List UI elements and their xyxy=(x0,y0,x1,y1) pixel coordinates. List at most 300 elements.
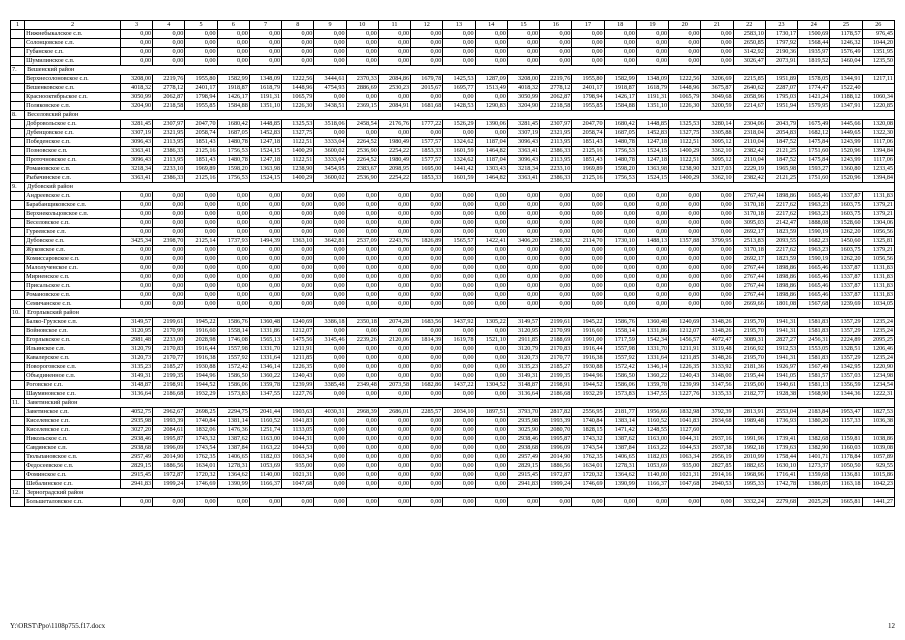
value-cell: 2047,70 xyxy=(185,120,217,129)
value-cell: 2243,76 xyxy=(378,237,410,246)
value-cell: 2940,53 xyxy=(701,480,733,489)
value-cell: 1131,83 xyxy=(862,273,894,282)
value-cell: 1996,09 xyxy=(153,444,185,453)
value-cell: 1247,18 xyxy=(249,156,281,165)
table-row xyxy=(11,345,895,354)
value-cell: 1683,56 xyxy=(411,318,443,327)
value-cell: 0,00 xyxy=(475,363,507,372)
value-cell: 0,00 xyxy=(411,363,443,372)
value-cell: 1720,32 xyxy=(572,471,604,480)
value-cell: 0,00 xyxy=(411,219,443,228)
value-cell: 0,00 xyxy=(604,255,636,264)
value-cell: 1021,31 xyxy=(282,471,314,480)
value-cell: 1903,63 xyxy=(282,408,314,417)
value-cell: 0,00 xyxy=(249,48,281,57)
value-cell: 1222,56 xyxy=(669,75,701,84)
value-cell: 2386,33 xyxy=(153,174,185,183)
value-cell: 0,00 xyxy=(282,300,314,309)
value-cell: 0,00 xyxy=(282,246,314,255)
value-cell: 0,00 xyxy=(378,390,410,399)
value-cell: 0,00 xyxy=(572,255,604,264)
value-cell: 1851,43 xyxy=(185,156,217,165)
value-cell: 0,00 xyxy=(346,345,378,354)
value-cell: 1916,60 xyxy=(572,327,604,336)
value-cell: 2120,06 xyxy=(378,336,410,345)
value-cell: 1521,10 xyxy=(475,336,507,345)
value-cell: 1400,29 xyxy=(282,174,314,183)
value-cell: 0,00 xyxy=(314,453,346,462)
value-cell: 1720,32 xyxy=(185,471,217,480)
value-cell: 1220,85 xyxy=(862,102,894,111)
value-cell: 2224,89 xyxy=(830,336,862,345)
value-cell: 3305,88 xyxy=(701,129,733,138)
value-cell: 0,00 xyxy=(314,201,346,210)
value-cell: 1558,14 xyxy=(217,327,249,336)
row-number-cell xyxy=(11,381,25,390)
value-cell: 1182,03 xyxy=(636,453,668,462)
value-cell: 0,00 xyxy=(282,291,314,300)
value-cell: 1798,94 xyxy=(572,93,604,102)
value-cell: 0,00 xyxy=(411,192,443,201)
value-cell: 0,00 xyxy=(443,228,475,237)
value-cell: 1945,22 xyxy=(572,318,604,327)
value-cell: 1428,53 xyxy=(443,102,475,111)
value-cell: 0,00 xyxy=(572,48,604,57)
value-cell: 1756,53 xyxy=(217,147,249,156)
value-cell: 0,00 xyxy=(411,354,443,363)
value-cell: 0,00 xyxy=(249,498,281,507)
value-cell: 0,00 xyxy=(378,426,410,435)
value-cell: 0,00 xyxy=(249,219,281,228)
value-cell: 0,00 xyxy=(153,39,185,48)
settlement-name-cell: Заветинский район xyxy=(25,399,895,408)
value-cell: 1344,36 xyxy=(830,390,862,399)
value-cell: 4 xyxy=(153,21,185,30)
value-cell: 0,00 xyxy=(507,282,539,291)
value-cell: 1363,98 xyxy=(636,165,668,174)
value-cell: 1360,80 xyxy=(830,165,862,174)
value-cell: 1117,06 xyxy=(862,138,894,147)
value-cell: 0,00 xyxy=(314,462,346,471)
value-cell: 2190,36 xyxy=(765,48,797,57)
value-cell: 0,00 xyxy=(378,210,410,219)
value-cell: 0,00 xyxy=(185,246,217,255)
value-cell: 1235,24 xyxy=(862,318,894,327)
value-cell: 1178,57 xyxy=(830,30,862,39)
value-cell: 1581,83 xyxy=(798,354,830,363)
value-cell: 1178,84 xyxy=(830,453,862,462)
value-cell: 0,00 xyxy=(636,264,668,273)
value-cell: 2229,19 xyxy=(733,165,765,174)
value-cell: 1590,19 xyxy=(798,255,830,264)
row-number-cell xyxy=(11,453,25,462)
district-heading-row xyxy=(11,309,895,318)
district-heading-row xyxy=(11,66,895,75)
value-cell: 2458,54 xyxy=(346,120,378,129)
value-cell: 0,00 xyxy=(443,39,475,48)
value-cell: 1991,96 xyxy=(733,435,765,444)
value-cell: 1740,84 xyxy=(185,417,217,426)
value-cell: 0,00 xyxy=(378,462,410,471)
value-cell: 1584,88 xyxy=(604,102,636,111)
value-cell: 0,00 xyxy=(346,255,378,264)
value-cell: 0,00 xyxy=(378,480,410,489)
row-number-cell xyxy=(11,372,25,381)
value-cell: 0,00 xyxy=(282,30,314,39)
value-cell: 6 xyxy=(217,21,249,30)
value-cell: 1449,65 xyxy=(830,129,862,138)
value-cell: 0,00 xyxy=(572,219,604,228)
value-cell: 0,00 xyxy=(572,201,604,210)
value-cell: 1969,89 xyxy=(185,165,217,174)
table-row xyxy=(11,444,895,453)
value-cell: 0,00 xyxy=(185,255,217,264)
value-cell: 2304,06 xyxy=(733,120,765,129)
value-cell: 1941,05 xyxy=(765,372,797,381)
value-cell: 2294,75 xyxy=(217,408,249,417)
value-cell: 0,00 xyxy=(120,264,152,273)
value-cell: 0,00 xyxy=(314,498,346,507)
row-number-cell xyxy=(11,228,25,237)
value-cell: 1601,59 xyxy=(443,174,475,183)
value-cell: 3149,57 xyxy=(120,318,152,327)
value-cell: 1262,20 xyxy=(830,228,862,237)
value-cell: 1797,92 xyxy=(765,39,797,48)
value-cell: 0,00 xyxy=(669,210,701,219)
value-cell: 0,00 xyxy=(669,219,701,228)
value-cell: 0,00 xyxy=(572,300,604,309)
value-cell: 2199,35 xyxy=(540,372,572,381)
row-number-cell xyxy=(11,300,25,309)
value-cell: 0,00 xyxy=(153,282,185,291)
value-cell: 0,00 xyxy=(346,363,378,372)
row-number-cell xyxy=(11,264,25,273)
value-cell: 0,00 xyxy=(540,246,572,255)
value-cell: 0,00 xyxy=(314,282,346,291)
value-cell: 3170,18 xyxy=(733,210,765,219)
value-cell: 2170,77 xyxy=(153,354,185,363)
value-cell: 2957,49 xyxy=(507,453,539,462)
value-cell: 1679,78 xyxy=(411,75,443,84)
value-cell: 3096,43 xyxy=(120,138,152,147)
value-cell: 1131,83 xyxy=(862,192,894,201)
value-cell: 1795,03 xyxy=(765,93,797,102)
value-cell: 1357,29 xyxy=(830,354,862,363)
value-cell: 0,00 xyxy=(314,129,346,138)
value-cell: 1039,08 xyxy=(862,444,894,453)
value-cell: 0,00 xyxy=(636,273,668,282)
value-cell: 2195,00 xyxy=(733,381,765,390)
value-cell: 1928,38 xyxy=(765,390,797,399)
value-cell: 1955,85 xyxy=(572,102,604,111)
value-cell: 1847,52 xyxy=(765,138,797,147)
value-cell: 1364,62 xyxy=(604,471,636,480)
settlement-name-cell: Нижнебыкалское с.п. xyxy=(25,30,121,39)
value-cell: 0,00 xyxy=(378,264,410,273)
value-cell: 0,00 xyxy=(507,228,539,237)
value-cell: 0,00 xyxy=(411,345,443,354)
table-row xyxy=(11,201,895,210)
settlement-name-cell: Ильинское с.п. xyxy=(25,345,121,354)
value-cell: 1751,60 xyxy=(798,174,830,183)
value-cell: 0,00 xyxy=(153,228,185,237)
value-cell: 2183,84 xyxy=(798,408,830,417)
district-heading-row xyxy=(11,399,895,408)
table-row xyxy=(11,435,895,444)
value-cell: 0,00 xyxy=(378,372,410,381)
row-number-cell xyxy=(11,156,25,165)
district-heading-row xyxy=(11,489,895,498)
settlement-name-cell: Веселовский район xyxy=(25,111,895,120)
value-cell: 1999,24 xyxy=(153,480,185,489)
value-cell: 0,00 xyxy=(475,327,507,336)
value-cell: 0,00 xyxy=(701,210,733,219)
value-cell: 1441,27 xyxy=(862,498,894,507)
value-cell: 1557,98 xyxy=(604,345,636,354)
value-cell: 2386,32 xyxy=(540,237,572,246)
value-cell: 1762,35 xyxy=(572,453,604,462)
value-cell: 935,00 xyxy=(669,462,701,471)
value-cell: 23 xyxy=(765,21,797,30)
table-row xyxy=(11,480,895,489)
value-cell: 1160,52 xyxy=(636,417,668,426)
value-cell: 3095,12 xyxy=(701,138,733,147)
value-cell: 0,00 xyxy=(411,417,443,426)
value-cell: 0,00 xyxy=(572,210,604,219)
value-cell: 0,00 xyxy=(411,462,443,471)
value-cell: 0,00 xyxy=(153,48,185,57)
row-number-cell: 12. xyxy=(11,489,25,498)
value-cell: 1247,18 xyxy=(249,138,281,147)
value-cell: 1557,92 xyxy=(604,354,636,363)
value-cell: 0,00 xyxy=(346,417,378,426)
value-cell: 1851,43 xyxy=(572,156,604,165)
value-cell: 0,00 xyxy=(669,39,701,48)
value-cell: 1044,53 xyxy=(282,444,314,453)
value-cell: 1573,83 xyxy=(604,390,636,399)
value-cell: 1325,53 xyxy=(669,120,701,129)
value-cell: 1057,89 xyxy=(862,453,894,462)
value-cell: 0,00 xyxy=(411,48,443,57)
value-cell: 0,00 xyxy=(217,282,249,291)
value-cell: 0,00 xyxy=(475,453,507,462)
value-cell: 0,00 xyxy=(443,453,475,462)
value-cell: 1593,27 xyxy=(798,165,830,174)
value-cell: 1166,37 xyxy=(636,480,668,489)
value-cell: 0,00 xyxy=(378,291,410,300)
value-cell: 0,00 xyxy=(475,372,507,381)
value-cell: 0,00 xyxy=(378,39,410,48)
value-cell: 2350,18 xyxy=(346,318,378,327)
value-cell: 0,00 xyxy=(249,30,281,39)
value-cell xyxy=(765,426,797,435)
value-cell: 1740,84 xyxy=(572,417,604,426)
table-row xyxy=(11,381,895,390)
value-cell: 0,00 xyxy=(475,264,507,273)
value-cell: 0,00 xyxy=(282,210,314,219)
value-cell: 1932,29 xyxy=(185,390,217,399)
value-cell: 1234,54 xyxy=(862,381,894,390)
table-row xyxy=(11,30,895,39)
settlement-name-cell: Киселевское с.п. xyxy=(25,417,121,426)
value-cell: 1995,33 xyxy=(733,480,765,489)
value-cell: 0,00 xyxy=(282,39,314,48)
value-cell: 0,00 xyxy=(636,201,668,210)
value-cell: 0,00 xyxy=(604,210,636,219)
value-cell: 1567,49 xyxy=(798,363,830,372)
value-cell: 1131,83 xyxy=(862,291,894,300)
value-cell: 0,00 xyxy=(540,273,572,282)
value-cell: 0,00 xyxy=(120,219,152,228)
value-cell: 1756,53 xyxy=(217,174,249,183)
value-cell: 1944,52 xyxy=(572,381,604,390)
value-cell: 3333,04 xyxy=(314,138,346,147)
value-cell: 1601,59 xyxy=(443,147,475,156)
value-cell: 1995,87 xyxy=(540,435,572,444)
value-cell: 2650,85 xyxy=(733,39,765,48)
table-row xyxy=(11,273,895,282)
value-cell: 2686,01 xyxy=(378,408,410,417)
value-cell: 1898,86 xyxy=(765,264,797,273)
value-cell: 3204,90 xyxy=(507,102,539,111)
value-cell: 0,00 xyxy=(572,228,604,237)
value-cell: 0,00 xyxy=(411,30,443,39)
value-cell: 1235,24 xyxy=(862,354,894,363)
value-cell: 0,00 xyxy=(475,444,507,453)
value-cell: 3675,87 xyxy=(701,84,733,93)
value-cell: 1038,86 xyxy=(862,435,894,444)
value-cell: 0,00 xyxy=(540,201,572,210)
value-cell: 1387,62 xyxy=(604,435,636,444)
value-cell: 0,00 xyxy=(411,480,443,489)
value-cell: 3120,79 xyxy=(120,345,152,354)
value-cell: 2935,98 xyxy=(507,417,539,426)
value-cell: 1680,42 xyxy=(217,120,249,129)
value-cell: 3385,48 xyxy=(314,381,346,390)
value-cell: 0,00 xyxy=(604,57,636,66)
value-cell: 0,00 xyxy=(120,201,152,210)
value-cell: 0,00 xyxy=(475,291,507,300)
value-cell: 1382,90 xyxy=(798,444,830,453)
district-heading-row xyxy=(11,111,895,120)
table-row xyxy=(11,75,895,84)
row-number-cell xyxy=(11,390,25,399)
value-cell: 0,00 xyxy=(475,192,507,201)
value-cell: 0,00 xyxy=(153,192,185,201)
value-cell: 0,00 xyxy=(604,291,636,300)
value-cell: 8 xyxy=(282,21,314,30)
value-cell: 2114,70 xyxy=(572,237,604,246)
value-cell: 0,00 xyxy=(701,291,733,300)
settlement-name-cell: Егорлыкское с.п. xyxy=(25,336,121,345)
value-cell: 1586,50 xyxy=(217,372,249,381)
value-cell: 1475,84 xyxy=(798,156,830,165)
value-cell: 0,00 xyxy=(411,39,443,48)
value-cell: 1140,00 xyxy=(636,471,668,480)
value-cell: 0,00 xyxy=(346,480,378,489)
value-cell: 0,00 xyxy=(346,471,378,480)
settlement-name-cell: Позновское с.п. xyxy=(25,147,121,156)
value-cell: 1240,43 xyxy=(282,372,314,381)
table-row xyxy=(11,174,895,183)
value-cell: 1331,86 xyxy=(249,327,281,336)
value-cell: 1234,98 xyxy=(862,372,894,381)
value-cell: 1304,52 xyxy=(475,381,507,390)
page-footer xyxy=(10,621,895,631)
value-cell: 0,00 xyxy=(185,300,217,309)
value-cell: 0,00 xyxy=(443,129,475,138)
value-cell: 0,00 xyxy=(314,210,346,219)
value-cell: 1972,87 xyxy=(153,471,185,480)
value-cell: 2778,12 xyxy=(153,84,185,93)
value-cell: 0,00 xyxy=(507,219,539,228)
value-cell: 1344,91 xyxy=(830,75,862,84)
value-cell: 3120,95 xyxy=(507,327,539,336)
row-number-cell xyxy=(11,327,25,336)
value-cell: 1956,66 xyxy=(636,408,668,417)
value-cell: 0,00 xyxy=(669,282,701,291)
value-cell: 1222,56 xyxy=(282,75,314,84)
value-cell: 3218,34 xyxy=(120,165,152,174)
value-cell: 976,45 xyxy=(862,30,894,39)
value-cell: 1522,40 xyxy=(830,84,862,93)
value-cell: 0,00 xyxy=(378,345,410,354)
value-cell: 2827,27 xyxy=(765,336,797,345)
value-cell: 2185,27 xyxy=(540,363,572,372)
value-cell: 2254,22 xyxy=(378,174,410,183)
value-cell: 2233,10 xyxy=(540,165,572,174)
value-cell: 1695,77 xyxy=(443,84,475,93)
value-cell: 0,00 xyxy=(282,201,314,210)
value-cell: 1557,98 xyxy=(217,345,249,354)
value-cell: 3026,47 xyxy=(733,57,765,66)
value-cell: 0,00 xyxy=(217,273,249,282)
value-cell: 1567,68 xyxy=(798,300,830,309)
value-cell: 3793,70 xyxy=(507,408,539,417)
value-cell: 1823,59 xyxy=(765,228,797,237)
settlement-name-cell: Новороговское с.п. xyxy=(25,363,121,372)
value-cell: 2321,95 xyxy=(540,129,572,138)
value-cell: 0,00 xyxy=(378,498,410,507)
value-cell: 1586,06 xyxy=(217,381,249,390)
value-cell: 2098,95 xyxy=(378,165,410,174)
value-cell: 1211,85 xyxy=(669,354,701,363)
value-cell: 0,00 xyxy=(669,57,701,66)
value-cell: 1618,79 xyxy=(636,84,668,93)
value-cell: 2386,33 xyxy=(153,147,185,156)
value-cell: 1426,17 xyxy=(217,93,249,102)
value-cell: 2199,35 xyxy=(153,372,185,381)
value-cell: 0,00 xyxy=(185,282,217,291)
value-cell: 1743,32 xyxy=(185,435,217,444)
value-cell: 2084,61 xyxy=(153,426,185,435)
value-cell: 0,00 xyxy=(378,282,410,291)
value-cell: 3406,20 xyxy=(507,237,539,246)
value-cell: 0,00 xyxy=(378,129,410,138)
value-cell: 1140,00 xyxy=(249,471,281,480)
value-cell: 0,00 xyxy=(669,498,701,507)
value-cell: 0,00 xyxy=(443,201,475,210)
value-cell: 1342,95 xyxy=(830,363,862,372)
value-cell: 0,00 xyxy=(185,210,217,219)
value-cell: 1739,63 xyxy=(765,444,797,453)
value-cell: 1065,79 xyxy=(669,93,701,102)
value-cell: 0,00 xyxy=(540,192,572,201)
row-number-cell xyxy=(11,75,25,84)
value-cell: 1456,57 xyxy=(669,336,701,345)
value-cell: 1211,91 xyxy=(669,345,701,354)
value-cell: 1379,21 xyxy=(862,210,894,219)
